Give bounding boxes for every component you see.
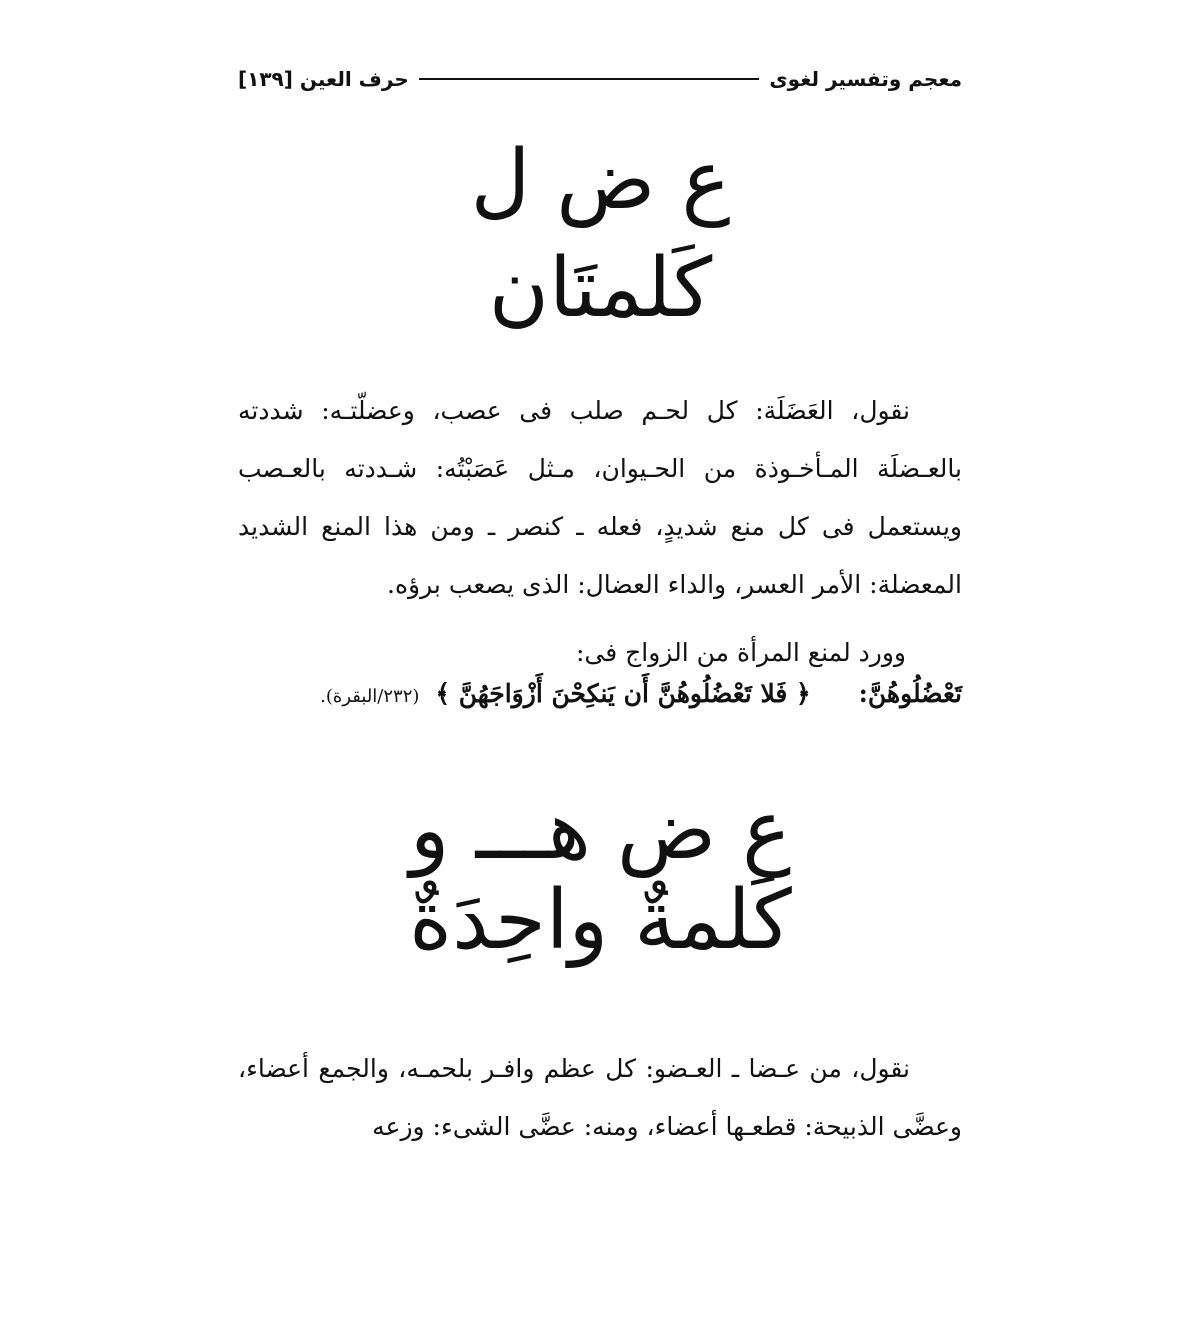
running-header (238, 62, 962, 96)
word-count-heading-1: كَلمتَان (488, 241, 713, 336)
header-rule (419, 78, 760, 80)
entry1-paragraph: نقول، العَضَلَة: كل لحـم صلب فى عصب، وعضلّتـه: شددته بالعـضلَة المـأخـوذة من الحـيوان، مـثل عَصَبْتُه: شـددته بالعـصب ويستعمل فى كل منع شديدٍ، فعله ـ كنصر ـ ومن هذا المنع الشديد المعضلة: الأمر العسر، والداء العضال: الذى يصعب برؤه. (238, 396, 962, 599)
book-title: معجم وتفسير لغوى (769, 67, 962, 91)
entry2-paragraph: نقول، من عـضا ـ العـضو: كل عظم وافـر بلحمـه، والجمع أعضاء، وعضَّى الذبيحة: قطعـها أعضاء، ومنه: عضَّى الشىء: وزعه (238, 1054, 962, 1141)
section-reference: حرف العين [١٣٩] (238, 67, 409, 91)
word-count-heading-2: كَلمةٌ واحِدَةٌ (409, 873, 792, 968)
quran-citation (238, 672, 962, 719)
root-heading-1: ع ض ل (470, 133, 731, 228)
verse-reference: (٢٣٢/البقرة). (320, 686, 420, 707)
root-heading-2: ع ض هـــ و (409, 783, 792, 878)
entry1-paragraph-2: وورد لمنع المرأة من الزواج فى: (575, 638, 906, 667)
verse-text: ﴿ فَلا تَعْضُلُوهُنَّ أَن يَنكِحْنَ أَزْوَاجَهُنَّ ﴾ (435, 679, 811, 708)
cited-word: تَعْضُلُوهُنَّ: (858, 679, 962, 708)
